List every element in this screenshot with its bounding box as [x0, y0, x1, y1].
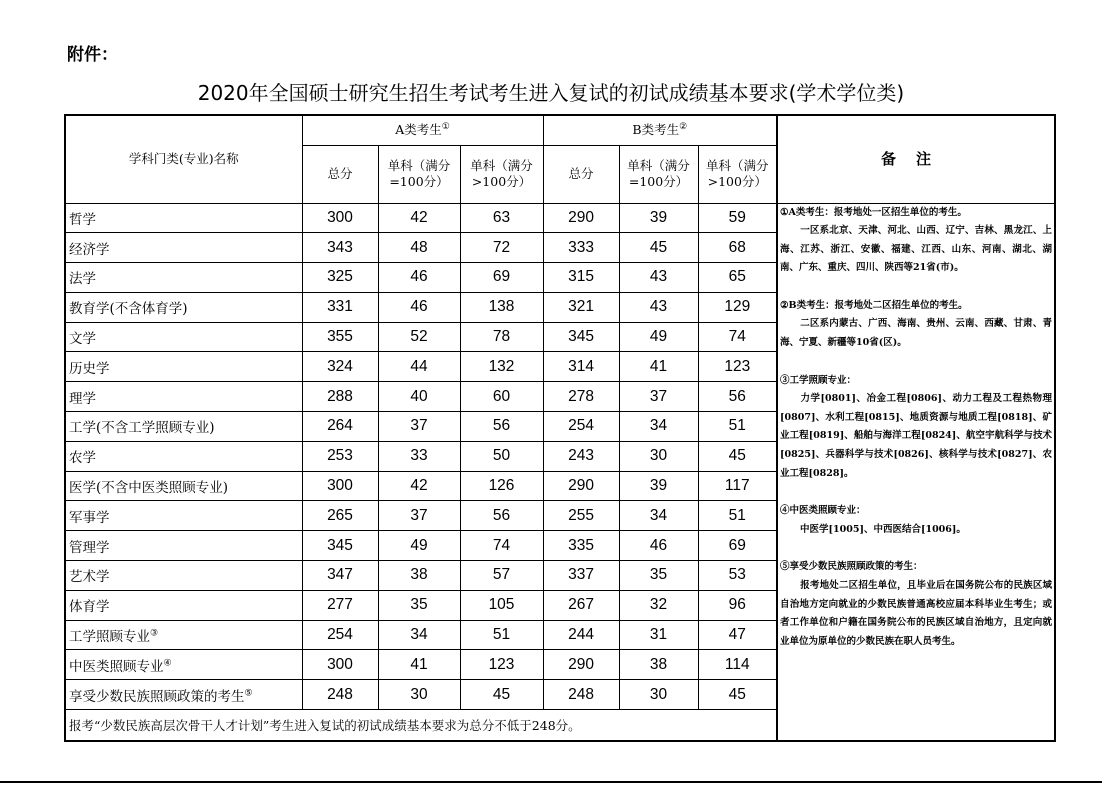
- note-heading: ④中医类照顾专业：: [780, 505, 866, 517]
- score-cell-a-100: 40: [378, 382, 460, 412]
- score-cell-b-100: 43: [619, 263, 698, 293]
- score-cell-a-total: 347: [302, 561, 378, 591]
- score-cell-a-total: 277: [302, 590, 378, 620]
- table-row: [65, 203, 1055, 233]
- discipline-name: [65, 620, 302, 650]
- score-cell-b-100: 30: [619, 680, 698, 710]
- score-cell-a-100: 42: [378, 203, 460, 233]
- discipline-name-text: 文学: [69, 331, 96, 348]
- note-body: 中医学[1005]、中西医结合[1006]。: [800, 523, 966, 535]
- score-cell-a-100: 37: [378, 412, 460, 442]
- score-cell-a-total: 345: [302, 531, 378, 561]
- discipline-name: [65, 322, 302, 352]
- score-cell-b-gt100: 51: [698, 501, 777, 531]
- a-single-gt100-header: 单科（满分 >100分）: [460, 145, 543, 203]
- discipline-name-text: 军事学: [69, 509, 110, 526]
- discipline-name-text: 体育学: [69, 599, 110, 616]
- score-cell-a-gt100: 74: [460, 531, 543, 561]
- score-cell-b-gt100: 53: [698, 561, 777, 591]
- score-cell-a-gt100: 56: [460, 501, 543, 531]
- score-cell-a-gt100: 138: [460, 292, 543, 322]
- score-cell-b-total: 255: [543, 501, 619, 531]
- score-cell-b-100: 49: [619, 322, 698, 352]
- score-cell-b-100: 32: [619, 590, 698, 620]
- score-cell-a-100: 44: [378, 352, 460, 382]
- score-cell-a-gt100: 63: [460, 203, 543, 233]
- score-cell-a-100: 37: [378, 501, 460, 531]
- discipline-name-text: 教育学(不含体育学): [69, 301, 188, 318]
- score-cell-b-100: 30: [619, 441, 698, 471]
- score-cell-b-total: 315: [543, 263, 619, 293]
- score-cell-b-100: 45: [619, 233, 698, 263]
- score-cell-a-total: 264: [302, 412, 378, 442]
- footnote-mark: ③: [150, 628, 159, 639]
- score-cell-b-gt100: 114: [698, 650, 777, 680]
- footer-note: 报考“少数民族高层次骨干人才计划”考生进入复试的初试成绩基本要求为总分不低于248分。: [65, 710, 777, 741]
- discipline-name-text: 法学: [69, 271, 96, 288]
- score-cell-a-100: 52: [378, 322, 460, 352]
- score-cell-a-100: 35: [378, 590, 460, 620]
- discipline-name: [65, 680, 302, 710]
- discipline-name: [65, 650, 302, 680]
- footnote-mark: ④: [163, 658, 172, 669]
- score-cell-a-100: 48: [378, 233, 460, 263]
- score-cell-b-100: 34: [619, 412, 698, 442]
- score-cell-a-gt100: 60: [460, 382, 543, 412]
- discipline-name-text: 管理学: [69, 539, 110, 556]
- score-cell-b-total: 333: [543, 233, 619, 263]
- discipline-name: [65, 382, 302, 412]
- discipline-name-text: 中医类照顾专业: [69, 658, 164, 675]
- score-cell-a-total: 300: [302, 203, 378, 233]
- score-cell-b-total: 248: [543, 680, 619, 710]
- discipline-name-text: 享受少数民族照顾政策的考生: [69, 688, 245, 705]
- note-block: [780, 502, 1052, 539]
- discipline-name: [65, 352, 302, 382]
- score-cell-a-gt100: 123: [460, 650, 543, 680]
- discipline-name: [65, 501, 302, 531]
- score-cell-b-total: 290: [543, 650, 619, 680]
- score-cell-a-100: 38: [378, 561, 460, 591]
- score-cell-b-gt100: 65: [698, 263, 777, 293]
- score-cell-a-100: 34: [378, 620, 460, 650]
- score-cell-a-total: 254: [302, 620, 378, 650]
- a-single-100-header: 单科（满分 =100分）: [378, 145, 460, 203]
- score-cell-b-100: 35: [619, 561, 698, 591]
- score-cell-a-gt100: 126: [460, 471, 543, 501]
- discipline-name-text: 哲学: [69, 211, 96, 228]
- discipline-name: [65, 203, 302, 233]
- note-block: [780, 372, 1052, 484]
- score-cell-a-total: 331: [302, 292, 378, 322]
- footnote-mark: ⑤: [244, 688, 253, 699]
- score-cell-b-total: 345: [543, 322, 619, 352]
- b-single-gt100-header: 单科（满分 >100分）: [698, 145, 777, 203]
- score-cell-a-gt100: 132: [460, 352, 543, 382]
- score-cell-a-total: 288: [302, 382, 378, 412]
- score-cell-a-gt100: 57: [460, 561, 543, 591]
- score-cell-b-gt100: 69: [698, 531, 777, 561]
- score-cell-b-total: 337: [543, 561, 619, 591]
- score-cell-b-total: 321: [543, 292, 619, 322]
- score-cell-a-100: 30: [378, 680, 460, 710]
- score-cell-a-total: 343: [302, 233, 378, 263]
- score-cell-a-gt100: 78: [460, 322, 543, 352]
- score-cell-a-100: 42: [378, 471, 460, 501]
- score-cell-a-gt100: 105: [460, 590, 543, 620]
- score-cell-a-gt100: 51: [460, 620, 543, 650]
- score-cell-b-gt100: 117: [698, 471, 777, 501]
- score-cell-b-100: 37: [619, 382, 698, 412]
- remarks-header: 备注: [777, 115, 1055, 203]
- discipline-name-text: 农学: [69, 450, 96, 467]
- discipline-name: [65, 412, 302, 442]
- note-block: [780, 204, 1052, 278]
- score-cell-b-total: 267: [543, 590, 619, 620]
- score-cell-a-gt100: 56: [460, 412, 543, 442]
- score-cell-b-gt100: 129: [698, 292, 777, 322]
- score-cell-b-gt100: 68: [698, 233, 777, 263]
- score-cell-b-gt100: 45: [698, 441, 777, 471]
- discipline-name: [65, 471, 302, 501]
- b-single-100-header: 单科（满分 =100分）: [619, 145, 698, 203]
- discipline-name: [65, 441, 302, 471]
- score-cell-a-100: 46: [378, 263, 460, 293]
- note-block: [780, 297, 1052, 353]
- score-cell-b-gt100: 51: [698, 412, 777, 442]
- score-cell-b-100: 41: [619, 352, 698, 382]
- score-cell-a-gt100: 72: [460, 233, 543, 263]
- score-table: [64, 114, 1056, 742]
- score-cell-a-total: 325: [302, 263, 378, 293]
- score-cell-b-gt100: 47: [698, 620, 777, 650]
- note-heading: ②B类考生：报考地处二区招生单位的考生。: [780, 299, 968, 311]
- score-cell-a-total: 300: [302, 650, 378, 680]
- score-cell-b-gt100: 45: [698, 680, 777, 710]
- score-cell-a-total: 355: [302, 322, 378, 352]
- note-heading: ①A类考生：报考地处一区招生单位的考生。: [780, 206, 967, 218]
- score-cell-b-total: 335: [543, 531, 619, 561]
- note-heading: ⑤享受少数民族照顾政策的考生：: [780, 561, 923, 573]
- note-body: 一区系北京、天津、河北、山西、辽宁、吉林、黑龙江、上海、江苏、浙江、安徽、福建、江西、山东、河南、湖北、湖南、广东、重庆、四川、陕西等21省(市)。: [780, 225, 1053, 274]
- score-cell-b-gt100: 96: [698, 590, 777, 620]
- score-cell-b-gt100: 59: [698, 203, 777, 233]
- note-body: 二区系内蒙古、广西、海南、贵州、云南、西藏、甘肃、青海、宁夏、新疆等10省(区)。: [780, 318, 1053, 349]
- category-column-header: 学科门类(专业)名称: [65, 115, 302, 203]
- discipline-name: [65, 233, 302, 263]
- score-cell-a-100: 33: [378, 441, 460, 471]
- score-cell-b-100: 39: [619, 203, 698, 233]
- attachment-label: 附件：: [67, 45, 118, 65]
- score-cell-b-100: 31: [619, 620, 698, 650]
- score-cell-a-total: 265: [302, 501, 378, 531]
- discipline-name-text: 艺术学: [69, 569, 110, 586]
- b-total-header: 总分: [543, 145, 619, 203]
- score-cell-b-total: 290: [543, 203, 619, 233]
- score-cell-a-total: 253: [302, 441, 378, 471]
- score-cell-b-total: 254: [543, 412, 619, 442]
- discipline-name: [65, 263, 302, 293]
- remarks-notes: [777, 203, 1055, 741]
- note-block: [780, 558, 1052, 651]
- discipline-name-text: 历史学: [69, 360, 110, 377]
- discipline-name: [65, 590, 302, 620]
- score-cell-a-total: 248: [302, 680, 378, 710]
- score-cell-b-gt100: 74: [698, 322, 777, 352]
- score-cell-b-total: 243: [543, 441, 619, 471]
- score-cell-a-total: 300: [302, 471, 378, 501]
- note-body: 力学[0801]、冶金工程[0806]、动力工程及工程热物理[0807]、水利工程[0815]、地质资源与地质工程[0818]、矿业工程[0819]、船舶与海洋工程[0824]、航空宇航科学与技术[0825]、兵器科学与技术[0826]、核科学与技术[0827]、农业工程[0828]。: [780, 393, 1053, 479]
- discipline-name-text: 工学(不含工学照顾专业): [69, 420, 215, 437]
- discipline-name: [65, 531, 302, 561]
- score-cell-a-gt100: 50: [460, 441, 543, 471]
- score-cell-b-total: 244: [543, 620, 619, 650]
- discipline-name-text: 工学照顾专业: [69, 629, 150, 646]
- score-cell-b-100: 46: [619, 531, 698, 561]
- score-cell-a-gt100: 69: [460, 263, 543, 293]
- group-b-header: B类考生②: [543, 115, 777, 145]
- score-cell-a-gt100: 45: [460, 680, 543, 710]
- score-cell-b-100: 34: [619, 501, 698, 531]
- group-a-header: A类考生①: [302, 115, 543, 145]
- discipline-name: [65, 561, 302, 591]
- score-cell-a-100: 41: [378, 650, 460, 680]
- note-heading: ③工学照顾专业：: [780, 374, 857, 386]
- score-cell-b-total: 278: [543, 382, 619, 412]
- score-cell-a-100: 49: [378, 531, 460, 561]
- note-body: 报考地处二区招生单位，且毕业后在国务院公布的民族区域自治地方定向就业的少数民族普通高校应届本科毕业生考生；或者工作单位和户籍在国务院公布的民族区域自治地方，且定向就业单位为原单位的少数民族在职人员考生。: [780, 580, 1053, 647]
- score-cell-b-total: 314: [543, 352, 619, 382]
- discipline-name-text: 经济学: [69, 241, 110, 258]
- a-total-header: 总分: [302, 145, 378, 203]
- score-cell-b-gt100: 56: [698, 382, 777, 412]
- score-cell-b-100: 38: [619, 650, 698, 680]
- document-title: 2020年全国硕士研究生招生考试考生进入复试的初试成绩基本要求(学术学位类): [197, 81, 905, 105]
- score-cell-a-100: 46: [378, 292, 460, 322]
- score-cell-b-gt100: 123: [698, 352, 777, 382]
- score-cell-b-100: 39: [619, 471, 698, 501]
- discipline-name-text: 理学: [69, 390, 96, 407]
- discipline-name: [65, 292, 302, 322]
- score-cell-a-total: 324: [302, 352, 378, 382]
- discipline-name-text: 医学(不含中医类照顾专业): [69, 480, 229, 497]
- score-cell-b-total: 290: [543, 471, 619, 501]
- score-cell-b-100: 43: [619, 292, 698, 322]
- page-bottom-rule: [0, 781, 1102, 783]
